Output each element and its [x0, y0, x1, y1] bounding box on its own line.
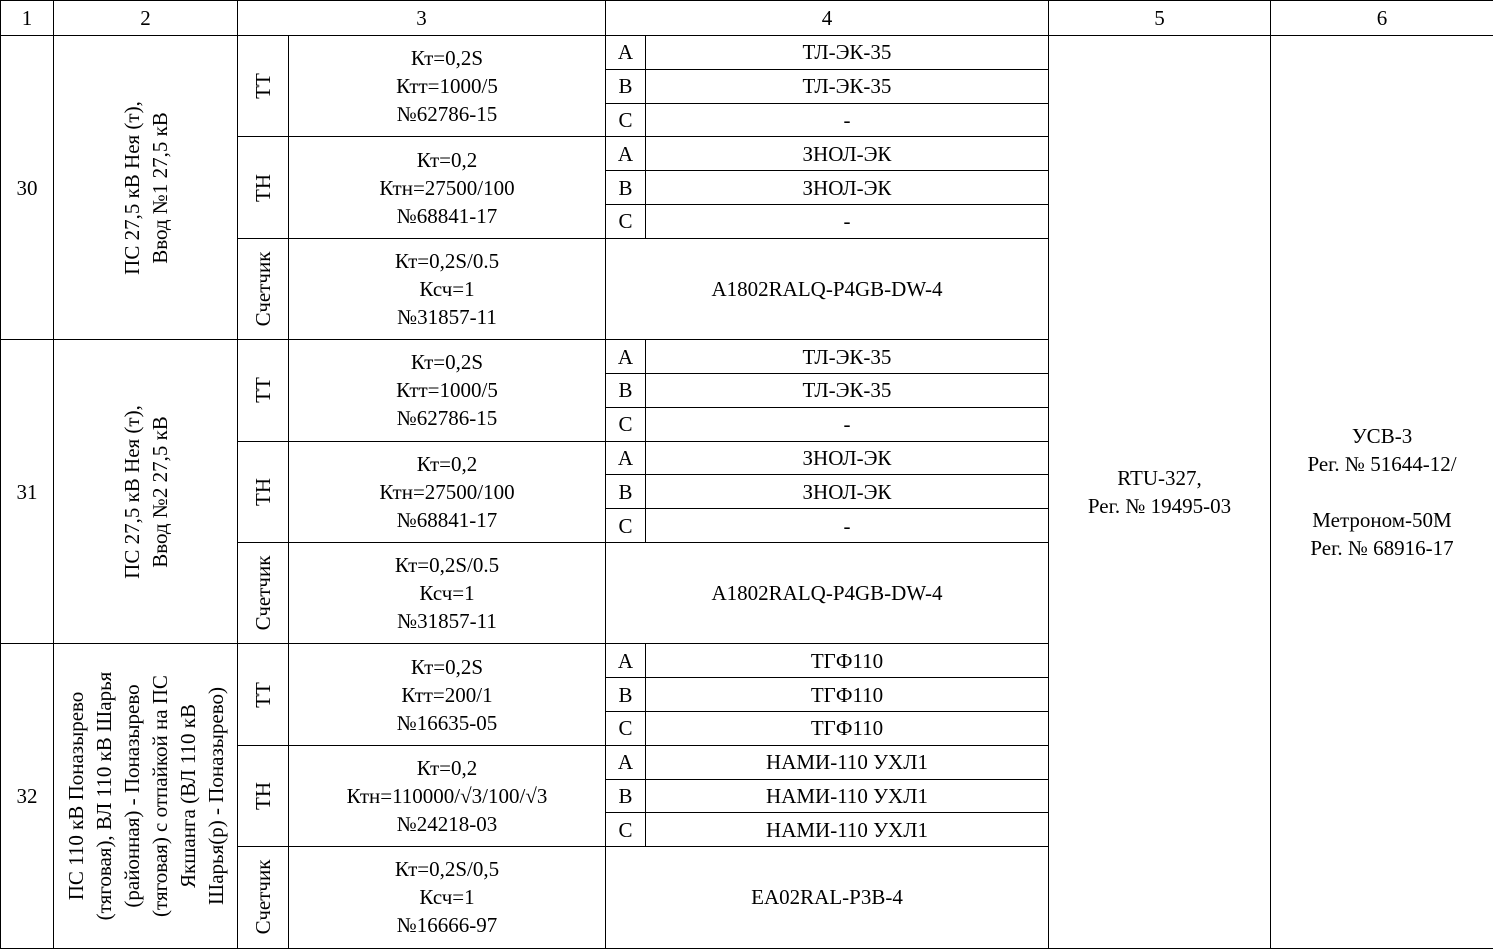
- tt-params: [289, 644, 606, 745]
- device-type: -: [646, 407, 1049, 441]
- text-line: (тяговая) с отпайкой на ПС: [146, 672, 174, 921]
- text-line: RTU-327,: [1049, 464, 1270, 492]
- text-line: №68841-17: [289, 202, 605, 230]
- phase-letter: A: [606, 441, 646, 475]
- tn-params-lines: [289, 146, 605, 230]
- meter-label: [238, 238, 289, 339]
- device-type: ТЛ-ЭК-35: [646, 373, 1049, 407]
- tn-params: [289, 441, 606, 542]
- tn-params: [289, 745, 606, 846]
- text-line: Ктн=110000/√3/100/√3: [289, 782, 605, 810]
- text-line: Ксч=1: [289, 579, 605, 607]
- text-line: Кт=0,2: [289, 450, 605, 478]
- tn-label-rotated: ТН: [249, 174, 277, 202]
- text-line: Кт=0,2S/0.5: [289, 247, 605, 275]
- device-type: ЗНОЛ-ЭК: [646, 475, 1049, 509]
- text-line: №16666-97: [289, 911, 605, 939]
- header-col-6: 6: [1271, 1, 1493, 36]
- tt-params-lines: [289, 44, 605, 128]
- text-line: Якшанга (ВЛ 110 кВ: [174, 672, 202, 921]
- text-line: Кт=0,2S/0.5: [289, 551, 605, 579]
- device-type: ТЛ-ЭК-35: [646, 36, 1049, 70]
- meter-label: [238, 542, 289, 643]
- device-type: -: [646, 509, 1049, 543]
- phase-letter: A: [606, 340, 646, 374]
- meter-params-lines: [289, 551, 605, 635]
- text-line: Шарья(р) - Поназырево): [202, 672, 230, 921]
- phase-letter: B: [606, 475, 646, 509]
- tt-params-lines: [289, 348, 605, 432]
- text-line: Кт=0,2S: [289, 44, 605, 72]
- phase-letter: A: [606, 644, 646, 678]
- phase-letter: B: [606, 678, 646, 712]
- table-row: [1, 36, 1493, 70]
- connection-name-rotated: [62, 672, 230, 921]
- text-line: ПС 27,5 кВ Нея (т),: [118, 101, 146, 275]
- text-line: Кт=0,2S: [289, 348, 605, 376]
- tn-label: [238, 745, 289, 846]
- text-line: Ктн=27500/100: [289, 174, 605, 202]
- row-number: 31: [1, 340, 54, 644]
- tn-label: [238, 441, 289, 542]
- tt-label: [238, 36, 289, 137]
- meter-label-rotated: Счетчик: [249, 860, 277, 935]
- text-line: №31857-11: [289, 607, 605, 635]
- phase-letter: A: [606, 137, 646, 171]
- tt-params: [289, 340, 606, 441]
- text-line: Ксч=1: [289, 275, 605, 303]
- phase-letter: C: [606, 509, 646, 543]
- text-line: (тяговая), ВЛ 110 кВ Шарья: [90, 672, 118, 921]
- device-type: НАМИ-110 УХЛ1: [646, 779, 1049, 813]
- text-line: Ктн=27500/100: [289, 478, 605, 506]
- phase-letter: A: [606, 36, 646, 70]
- meter-model: A1802RALQ-P4GB-DW-4: [606, 238, 1049, 339]
- connection-name: [54, 340, 238, 644]
- connection-name-rotated: [118, 405, 174, 579]
- phase-letter: A: [606, 745, 646, 779]
- tt-label: [238, 644, 289, 745]
- device-type: ТЛ-ЭК-35: [646, 340, 1049, 374]
- tn-label-rotated: ТН: [249, 782, 277, 810]
- device-type: ЗНОЛ-ЭК: [646, 441, 1049, 475]
- meter-params: [289, 847, 606, 948]
- device-type: ТГФ110: [646, 711, 1049, 745]
- header-col-5: 5: [1049, 1, 1271, 36]
- text-line: №68841-17: [289, 506, 605, 534]
- text-line: Рег. № 19495-03: [1049, 492, 1270, 520]
- header-col-4: 4: [606, 1, 1049, 36]
- device-type: НАМИ-110 УХЛ1: [646, 813, 1049, 847]
- device-type: -: [646, 103, 1049, 137]
- phase-letter: C: [606, 407, 646, 441]
- tt-label: [238, 340, 289, 441]
- device-type: ЗНОЛ-ЭК: [646, 171, 1049, 205]
- tn-label: [238, 137, 289, 238]
- meter-params: [289, 238, 606, 339]
- header-col-1: 1: [1, 1, 54, 36]
- meter-model: EA02RAL-P3B-4: [606, 847, 1049, 948]
- device-type: ЗНОЛ-ЭК: [646, 137, 1049, 171]
- tn-params-lines: [289, 450, 605, 534]
- tt-label-rotated: ТТ: [249, 682, 277, 708]
- meter-model: A1802RALQ-P4GB-DW-4: [606, 542, 1049, 643]
- row-number: 30: [1, 36, 54, 340]
- tn-params-lines: [289, 754, 605, 838]
- meter-params-lines: [289, 247, 605, 331]
- device-type: ТГФ110: [646, 644, 1049, 678]
- ivk-cell-lines: [1049, 464, 1270, 520]
- text-line: Кт=0,2: [289, 754, 605, 782]
- header-col-2: 2: [54, 1, 238, 36]
- device-type: ТЛ-ЭК-35: [646, 69, 1049, 103]
- tt-params: [289, 36, 606, 137]
- text-line: Рег. № 68916-17: [1271, 534, 1493, 562]
- phase-letter: C: [606, 204, 646, 238]
- tt-params-lines: [289, 653, 605, 737]
- phase-letter: C: [606, 103, 646, 137]
- text-line: №62786-15: [289, 100, 605, 128]
- phase-letter: C: [606, 813, 646, 847]
- meter-params: [289, 542, 606, 643]
- phase-letter: B: [606, 779, 646, 813]
- tn-params: [289, 137, 606, 238]
- device-type: -: [646, 204, 1049, 238]
- meter-label-rotated: Счетчик: [249, 252, 277, 327]
- time-sync-cell: [1271, 36, 1493, 949]
- connection-name-rotated: [118, 101, 174, 275]
- meter-params-lines: [289, 855, 605, 939]
- tt-label-rotated: ТТ: [249, 378, 277, 404]
- phase-letter: B: [606, 373, 646, 407]
- text-line: ПС 110 кВ Поназырево: [62, 672, 90, 921]
- phase-letter: B: [606, 171, 646, 205]
- ivk-cell: [1049, 36, 1271, 949]
- text-line: Ксч=1: [289, 883, 605, 911]
- connection-name: [54, 36, 238, 340]
- text-line: №62786-15: [289, 404, 605, 432]
- text-line: ПС 27,5 кВ Нея (т),: [118, 405, 146, 579]
- device-type: НАМИ-110 УХЛ1: [646, 745, 1049, 779]
- meter-label: [238, 847, 289, 948]
- row-number: 32: [1, 644, 54, 948]
- text-line: Кт=0,2: [289, 146, 605, 174]
- text-line: Кт=0,2S: [289, 653, 605, 681]
- connection-name: [54, 644, 238, 948]
- time-sync-cell-lines: [1271, 422, 1493, 562]
- text-line: Ввод №1 27,5 кВ: [146, 101, 174, 275]
- text-line: УСВ-3: [1271, 422, 1493, 450]
- text-line: Ктт=1000/5: [289, 376, 605, 404]
- text-line: №24218-03: [289, 810, 605, 838]
- tt-label-rotated: ТТ: [249, 73, 277, 99]
- text-line: Ввод №2 27,5 кВ: [146, 405, 174, 579]
- text-line: №31857-11: [289, 303, 605, 331]
- text-line: [1271, 478, 1493, 506]
- phase-letter: C: [606, 711, 646, 745]
- header-col-3: 3: [238, 1, 606, 36]
- text-line: Рег. № 51644-12/: [1271, 450, 1493, 478]
- text-line: Кт=0,2S/0,5: [289, 855, 605, 883]
- phase-letter: B: [606, 69, 646, 103]
- text-line: Метроном-50М: [1271, 506, 1493, 534]
- meter-label-rotated: Счетчик: [249, 556, 277, 631]
- text-line: Ктт=1000/5: [289, 72, 605, 100]
- text-line: №16635-05: [289, 709, 605, 737]
- text-line: (районная) - Поназырево: [118, 672, 146, 921]
- tn-label-rotated: ТН: [249, 478, 277, 506]
- text-line: Ктт=200/1: [289, 681, 605, 709]
- device-type: ТГФ110: [646, 678, 1049, 712]
